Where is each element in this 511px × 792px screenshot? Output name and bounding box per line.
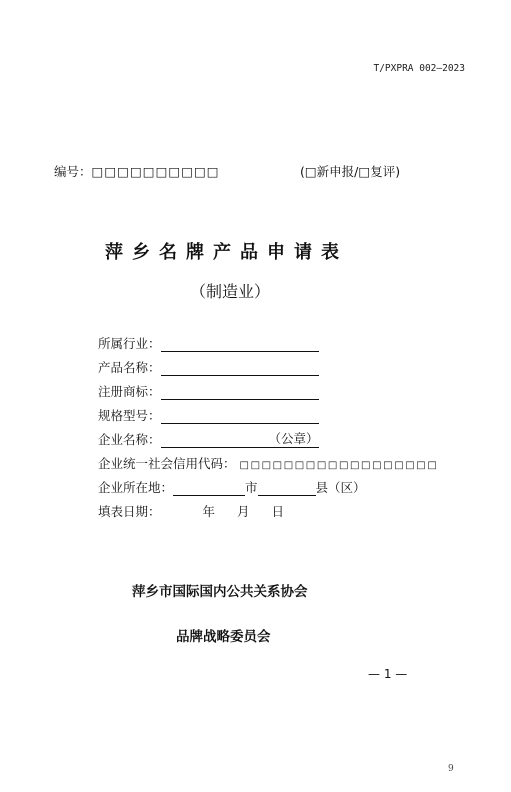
city-text: 市 xyxy=(245,480,258,495)
credit-code-row xyxy=(98,456,438,472)
model-label: 规格型号： xyxy=(98,408,161,423)
model-row xyxy=(98,408,319,424)
product-field[interactable] xyxy=(161,362,319,376)
page-number: 9 xyxy=(448,764,454,774)
seal-text: （公章） xyxy=(268,431,319,446)
city-field[interactable] xyxy=(173,482,245,496)
form-title: 萍乡名牌产品申请表 xyxy=(105,242,348,263)
product-label: 产品名称： xyxy=(98,360,161,375)
industry-row xyxy=(98,336,319,352)
company-field[interactable] xyxy=(161,431,319,448)
application-type[interactable]: (□新申报/□复评) xyxy=(300,164,401,179)
location-row xyxy=(98,480,366,496)
company-label: 企业名称： xyxy=(98,432,161,447)
date-row xyxy=(98,504,284,520)
serial-number-row xyxy=(54,162,220,180)
company-row xyxy=(98,432,319,448)
trademark-field[interactable] xyxy=(161,386,319,400)
day-text: 日 xyxy=(271,504,285,519)
credit-code-label: 企业统一社会信用代码： xyxy=(98,456,236,471)
serial-boxes[interactable]: □□□□□□□□□□ xyxy=(91,164,220,179)
county-field[interactable] xyxy=(258,482,316,496)
year-text: 年 xyxy=(202,504,216,519)
product-row xyxy=(98,360,319,376)
date-label: 填表日期： xyxy=(98,504,161,519)
industry-field[interactable] xyxy=(161,338,319,352)
county-text: 县（区） xyxy=(315,480,366,495)
committee-name: 品牌战略委员会 xyxy=(176,629,271,645)
page-mark: — 1 — xyxy=(368,667,408,681)
month-text: 月 xyxy=(237,504,250,519)
form-subtitle: （制造业） xyxy=(190,282,271,301)
credit-code-boxes[interactable]: □□□□□□□□□□□□□□□□□□ xyxy=(239,460,439,471)
serial-label: 编号： xyxy=(54,164,92,179)
trademark-label: 注册商标： xyxy=(98,384,161,399)
trademark-row xyxy=(98,384,319,400)
standard-code: T/PXPRA 002—2023 xyxy=(373,63,465,74)
location-label: 企业所在地： xyxy=(98,480,174,495)
industry-label: 所属行业： xyxy=(98,336,161,351)
model-field[interactable] xyxy=(161,410,319,424)
organization-name: 萍乡市国际国内公共关系协会 xyxy=(132,584,308,600)
